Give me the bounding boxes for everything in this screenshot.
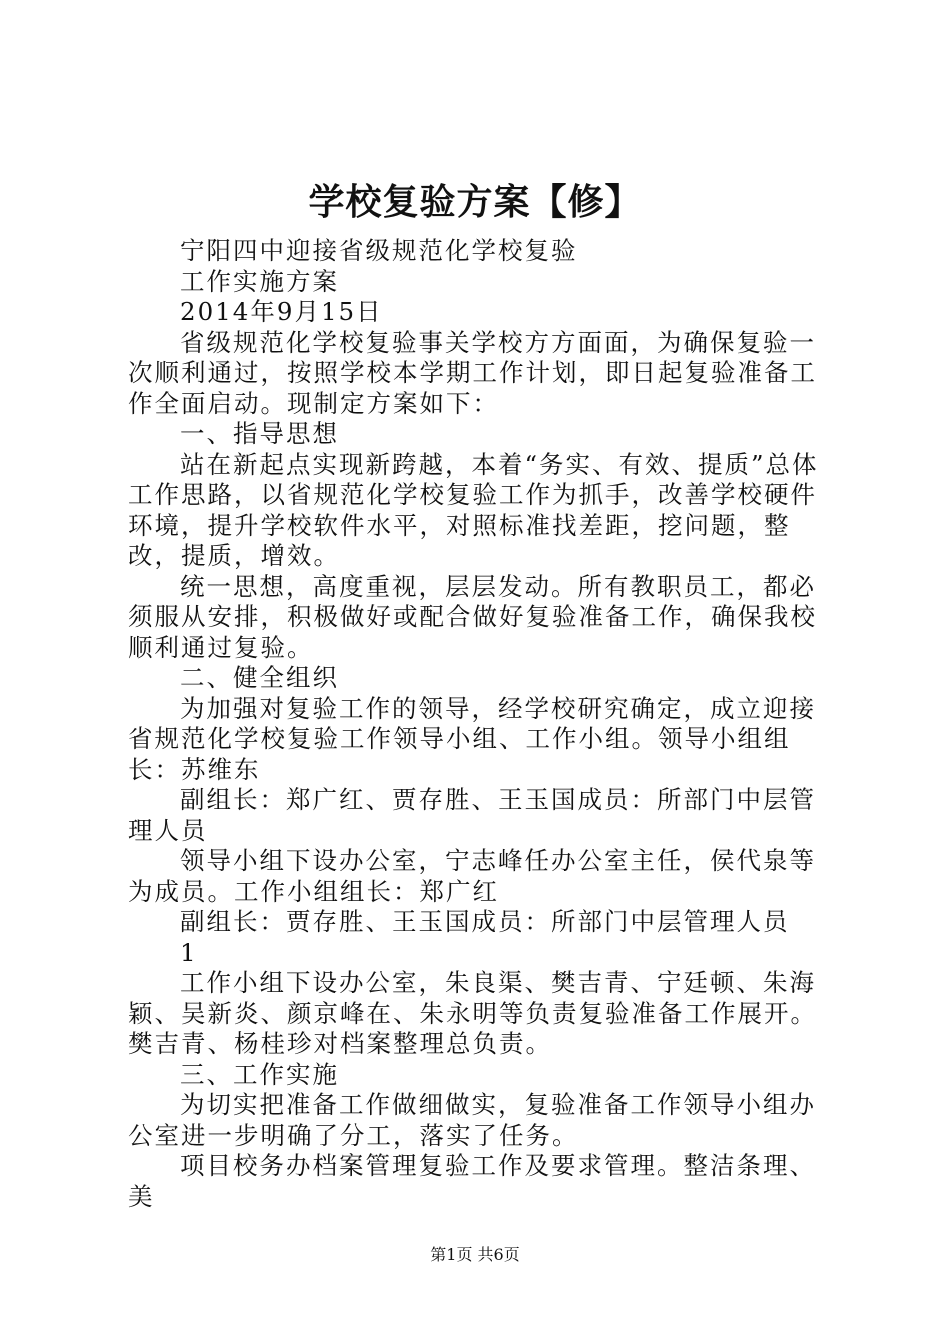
paragraph: 宁阳四中迎接省级规范化学校复验 xyxy=(180,236,578,265)
page-number-footer: 第1页 共6页 xyxy=(430,1245,520,1264)
paragraph: 副组长：贾存胜、王玉国成员：所部门中层管理人员 xyxy=(180,907,790,936)
paragraph: 统一思想，高度重视，层层发动。所有教职员工，都必须服从安排，积极做好或配合做好复验准备工作，确保我校顺利通过复验。 xyxy=(128,571,817,662)
paragraph: 工作小组下设办公室，朱良渠、樊吉青、宁廷顿、朱海颖、吴新炎、颜京峰在、朱永明等负责复验准备工作展开。樊吉青、杨桂珍对档案整理总负责。 xyxy=(128,968,817,1058)
paragraph: 领导小组下设办公室，宁志峰任办公室主任，侯代泉等为成员。工作小组组长：郑广红 xyxy=(128,846,816,906)
section-heading: 二、健全组织 xyxy=(180,663,339,692)
paragraph: 项目校务办档案管理复验工作及要求管理。整洁条理、美 xyxy=(128,1151,816,1211)
paragraph: 省级规范化学校复验事关学校方方面面，为确保复验一次顺利通过，按照学校本学期工作计划，即日起复验准备工作全面启动。现制定方案如下： xyxy=(128,327,817,418)
paragraph: 2014年9月15日 xyxy=(180,297,383,326)
paragraph: 1 xyxy=(180,937,198,967)
section-heading: 一、指导思想 xyxy=(180,419,339,448)
paragraph: 站在新起点实现新跨越，本着“务实、有效、提质”总体工作思路，以省规范化学校复验工作为抓手，改善学校硬件环境，提升学校软件水平，对照标准找差距，挖问题，整改，提质，增效。 xyxy=(128,449,819,570)
paragraph: 为切实把准备工作做细做实，复验准备工作领导小组办公室进一步明确了分工，落实了任务。 xyxy=(128,1090,816,1150)
document-title: 学校复验方案【修】 xyxy=(308,181,642,223)
section-heading: 三、工作实施 xyxy=(180,1059,339,1089)
paragraph: 为加强对复验工作的领导，经学校研究确定，成立迎接省规范化学校复验工作领导小组、工作小组。领导小组组长：苏维东 xyxy=(128,693,816,784)
paragraph: 工作实施方案 xyxy=(180,266,339,296)
document-body xyxy=(128,236,828,1212)
paragraph: 副组长：郑广红、贾存胜、王玉国成员：所部门中层管理人员 xyxy=(128,785,816,845)
